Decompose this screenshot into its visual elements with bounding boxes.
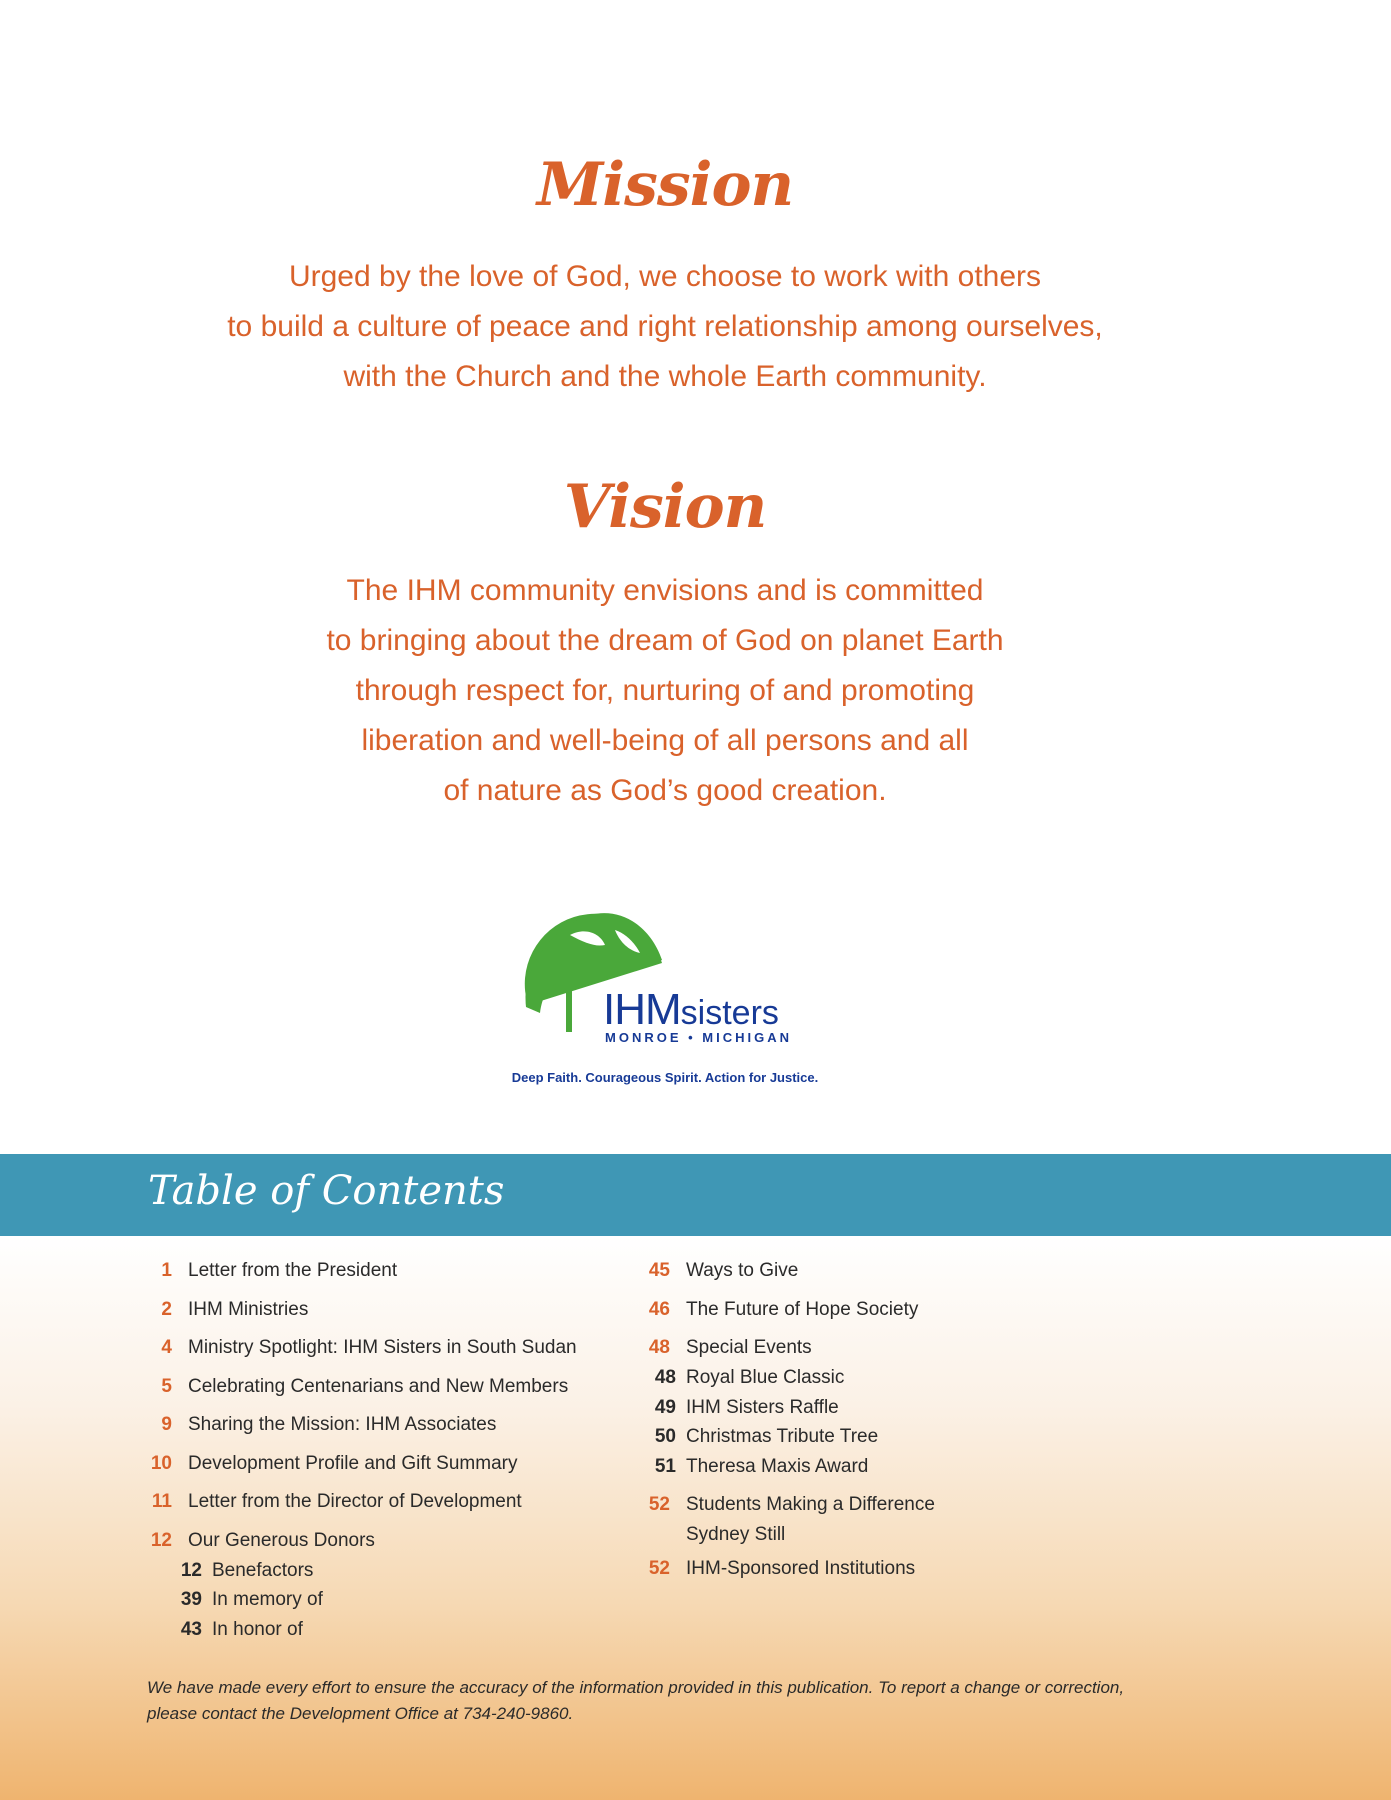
toc-page-number: 52 (648, 1557, 670, 1579)
toc-header-band (0, 1154, 1391, 1236)
toc-label: In memory of (212, 1589, 323, 1610)
toc-entry[interactable] (132, 1530, 612, 1560)
toc-page-number: 52 (648, 1493, 670, 1515)
toc-entry[interactable] (132, 1260, 612, 1299)
logo-tagline: Deep Faith. Courageous Spirit. Action for Justice. (511, 1070, 819, 1085)
logo-location: MONROE • MICHIGAN (605, 1030, 792, 1045)
toc-page-number: 4 (161, 1337, 172, 1358)
toc-label: Christmas Tribute Tree (686, 1426, 879, 1447)
vision-line: The IHM community envisions and is committed (346, 574, 984, 607)
toc-label: IHM-Sponsored Institutions (686, 1557, 916, 1579)
toc-entry[interactable] (630, 1260, 1030, 1299)
toc-entry[interactable] (132, 1376, 612, 1415)
toc-label: Celebrating Centenarians and New Members (188, 1375, 569, 1397)
toc-subentry[interactable] (606, 1426, 1006, 1456)
toc-entry[interactable] (630, 1558, 1030, 1597)
vision-line: liberation and well-being of all persons and all (361, 724, 969, 757)
toc-label: IHM Sisters Raffle (686, 1396, 839, 1418)
toc-entry-continuation (630, 1524, 1030, 1558)
mission-line: with the Church and the whole Earth community. (343, 360, 987, 393)
toc-page-number: 48 (654, 1367, 676, 1388)
toc-subentry[interactable] (132, 1619, 612, 1649)
toc-label: Benefactors (212, 1559, 314, 1581)
toc-entry[interactable] (132, 1337, 612, 1376)
toc-entry[interactable] (132, 1299, 612, 1338)
disclaimer (147, 1675, 1267, 1727)
toc-left-column (132, 1260, 612, 1648)
toc-label: Sharing the Mission: IHM Associates (188, 1414, 497, 1435)
toc-page-number: 49 (654, 1396, 676, 1418)
toc-label: IHM Ministries (188, 1298, 309, 1320)
toc-subentry[interactable] (606, 1397, 1006, 1427)
toc-right-column (630, 1260, 1030, 1596)
toc-page-number: 5 (161, 1375, 172, 1397)
disclaimer-line: please contact the Development Office at 734-240-9860. (147, 1704, 574, 1723)
toc-page-number: 51 (654, 1455, 676, 1477)
toc-entry[interactable] (630, 1494, 1030, 1524)
toc-label: Special Events (686, 1337, 812, 1358)
toc-entry[interactable] (132, 1414, 612, 1453)
logo-brand-sub: sisters (680, 994, 779, 1032)
toc-page-number: 12 (180, 1559, 202, 1581)
toc-label: In honor of (212, 1618, 303, 1640)
disclaimer-line: We have made every effort to ensure the accuracy of the information provided in this publication. To report a change or correction, (147, 1678, 1125, 1697)
toc-label: Our Generous Donors (188, 1529, 375, 1551)
vision-line: to bringing about the dream of God on planet Earth (326, 624, 1004, 657)
toc-label: Ministry Spotlight: IHM Sisters in South Sudan (188, 1337, 577, 1358)
toc-entry[interactable] (132, 1491, 612, 1530)
toc-entry[interactable] (630, 1337, 1030, 1367)
toc-entry[interactable] (630, 1299, 1030, 1338)
toc-page-number: 9 (161, 1414, 172, 1435)
toc-label: Letter from the President (188, 1260, 398, 1281)
toc-page-number: 39 (180, 1589, 202, 1610)
toc-subentry[interactable] (132, 1589, 612, 1619)
toc-subentry[interactable] (132, 1560, 612, 1590)
mission-heading: Mission (536, 150, 794, 220)
toc-subentry[interactable] (606, 1367, 1006, 1397)
toc-label: Students Making a Difference (686, 1493, 935, 1515)
logo-brand (603, 985, 779, 1035)
logo-brand-main: IHM (603, 985, 681, 1034)
vision-line: of nature as God’s good creation. (443, 774, 887, 807)
toc-label: Development Profile and Gift Summary (188, 1452, 518, 1474)
toc-page-number: 43 (180, 1618, 202, 1640)
toc-page-number: 12 (150, 1529, 172, 1551)
toc-page-number: 2 (161, 1298, 172, 1320)
vision-statement (0, 566, 1330, 816)
toc-page-number: 46 (648, 1298, 670, 1320)
toc-page-number: 11 (151, 1491, 172, 1512)
toc-page-number: 48 (648, 1337, 670, 1358)
mission-line: to build a culture of peace and right relationship among ourselves, (227, 310, 1103, 343)
toc-label: Letter from the Director of Development (188, 1491, 522, 1512)
toc-label: Ways to Give (686, 1260, 799, 1281)
toc-label: Sydney Still (686, 1523, 786, 1545)
toc-page-number: 1 (161, 1260, 172, 1281)
toc-page-number: 50 (654, 1426, 676, 1447)
vision-heading: Vision (563, 472, 767, 542)
toc-label: Royal Blue Classic (686, 1367, 845, 1388)
toc-label: The Future of Hope Society (686, 1298, 919, 1320)
mission-line: Urged by the love of God, we choose to work with others (288, 260, 1042, 293)
toc-label: Theresa Maxis Award (686, 1455, 869, 1477)
toc-page-number: 10 (150, 1452, 172, 1474)
mission-statement (0, 252, 1330, 402)
toc-page-number: 45 (648, 1260, 670, 1281)
toc-title: Table of Contents (148, 1168, 505, 1214)
toc-subentry[interactable] (606, 1456, 1006, 1494)
toc-entry[interactable] (132, 1453, 612, 1492)
vision-line: through respect for, nurturing of and promoting (355, 674, 975, 707)
ihm-logo (500, 905, 840, 1090)
